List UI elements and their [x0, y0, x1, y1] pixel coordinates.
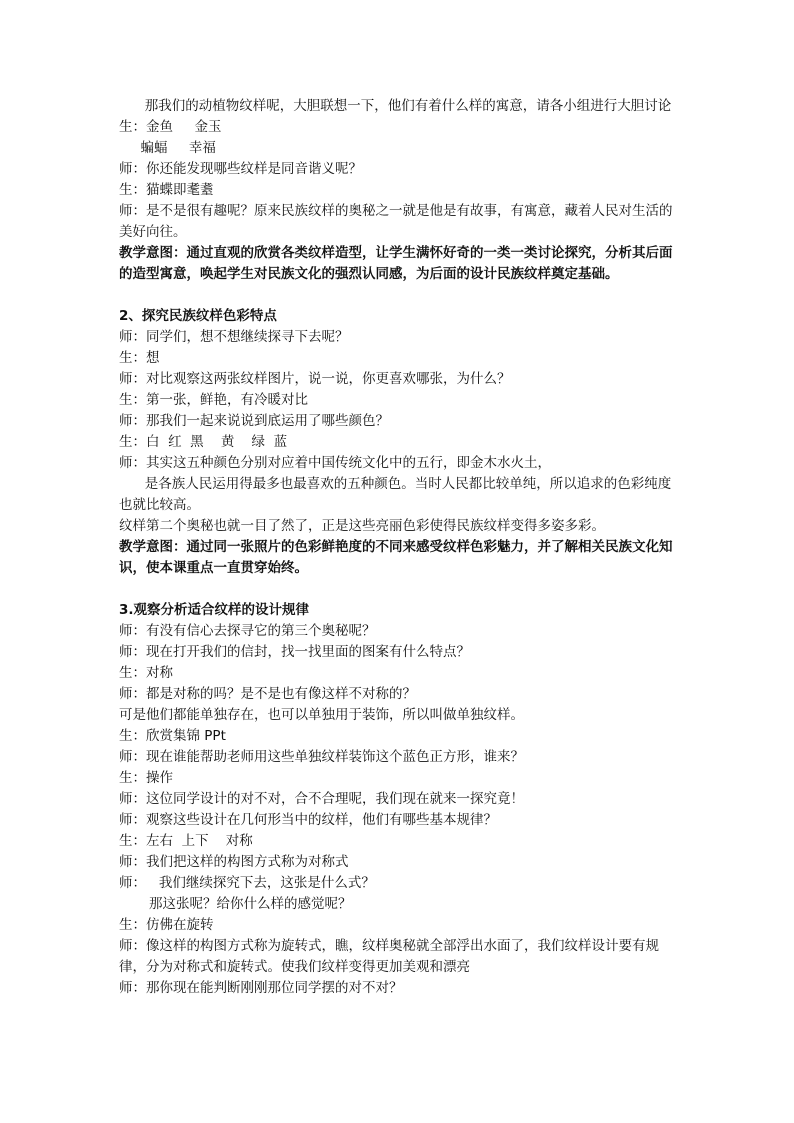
- paragraph-line: 生：金鱼 金玉: [119, 119, 222, 135]
- paragraph-line: 师：有没有信心去探寻它的第三个奥秘呢？: [119, 623, 376, 639]
- paragraph-line: 师：观察这些设计在几何形当中的纹样，他们有哪些基本规律？: [119, 812, 497, 828]
- paragraph-line: 师：我们把这样的构图方式称为对称式: [119, 854, 349, 870]
- paragraph-line: 师：现在谁能帮助老师用这些单独纹样装饰这个蓝色正方形，谁来？: [119, 749, 524, 765]
- paragraph-line: 师：像这样的构图方式称为旋转式，瞧，纹样奥秘就全部浮出水面了，我们纹样设计要有规律，分为对称式和旋转式。使我们纹样变得更加美观和漂亮: [119, 938, 659, 975]
- paragraph-line: 是各族人民运用得最多也最喜欢的五种颜色。当时人民都比较单纯，所以追求的色彩纯度也就比较高。: [119, 476, 672, 513]
- paragraph-line: 生：仿佛在旋转: [119, 917, 214, 933]
- paragraph-line: 师：那我们一起来说说到底运用了哪些颜色？: [119, 413, 389, 429]
- paragraph-line: 师：现在打开我们的信封，找一找里面的图案有什么特点？: [119, 644, 470, 660]
- paragraph-line: 师：对比观察这两张纹样图片，说一说，你更喜欢哪张，为什么？: [119, 371, 511, 387]
- bold-paragraph: 教学意图：通过直观的欣赏各类纹样造型，让学生满怀好奇的一类一类讨论探究，分析其后面的造型寓意，唤起学生对民族文化的强烈认同感，为后面的设计民族纹样奠定基础。: [119, 245, 673, 282]
- paragraph-line: 生：猫蝶即耄耋: [119, 182, 214, 198]
- paragraph-line: 纹样第二个奥秘也就一目了然了，正是这些亮丽色彩使得民族纹样变得多姿多彩。: [119, 518, 605, 534]
- paragraph-line: 生：第一张，鲜艳，有冷暖对比: [119, 392, 308, 408]
- paragraph-line: 师： 我们继续探究下去，这张是什么式？: [119, 875, 375, 891]
- paragraph-line: 师：那你现在能判断刚刚那位同学摆的对不对？: [119, 980, 403, 996]
- paragraph-line: 师：都是对称的吗？是不是也有像这样不对称的？: [119, 686, 416, 702]
- paragraph-line: 那这张呢？给你什么样的感觉呢？: [119, 896, 352, 912]
- paragraph-line: 那我们的动植物纹样呢，大胆联想一下，他们有着什么样的寓意，请各小组进行大胆讨论: [119, 98, 672, 114]
- paragraph-line: 生：想: [119, 350, 160, 366]
- blank-line: [119, 285, 679, 306]
- paragraph-line: 师：是不是很有趣呢？原来民族纹样的奥秘之一就是他是有故事，有寓意，藏着人民对生活的美好向往。: [119, 203, 673, 240]
- paragraph-line: 蝙蝠 幸福: [119, 140, 216, 156]
- paragraph-line: 师：其实这五种颜色分别对应着中国传统文化中的五行，即金木水火土，: [119, 455, 551, 471]
- paragraph-line: 生：对称: [119, 665, 173, 681]
- bold-paragraph: 2、探究民族纹样色彩特点: [119, 308, 277, 324]
- paragraph-line: 生：左右 上下 对称: [119, 833, 253, 849]
- bold-paragraph: 教学意图：通过同一张照片的色彩鲜艳度的不同来感受纹样色彩魅力，并了解相关民族文化知识，使本课重点一直贯穿始终。: [119, 539, 673, 576]
- paragraph-line: 可是他们都能单独存在，也可以单独用于装饰，所以叫做单独纹样。: [119, 707, 524, 723]
- paragraph-line: 生：白 红 黑 黄 绿 蓝: [119, 434, 288, 450]
- paragraph-line: 师：你还能发现哪些纹样是同音谐义呢？: [119, 161, 362, 177]
- paragraph-line: 生：欣赏集锦 PPt: [119, 728, 226, 744]
- paragraph-line: 生：操作: [119, 770, 173, 786]
- paragraph-line: 师：同学们，想不想继续探寻下去呢？: [119, 329, 349, 345]
- blank-line: [119, 579, 679, 600]
- paragraph-line: 师：这位同学设计的对不对，合不合理呢，我们现在就来一探究竟！: [119, 791, 524, 807]
- bold-paragraph: 3.观察分析适合纹样的设计规律: [119, 602, 310, 618]
- document-body: [119, 96, 679, 999]
